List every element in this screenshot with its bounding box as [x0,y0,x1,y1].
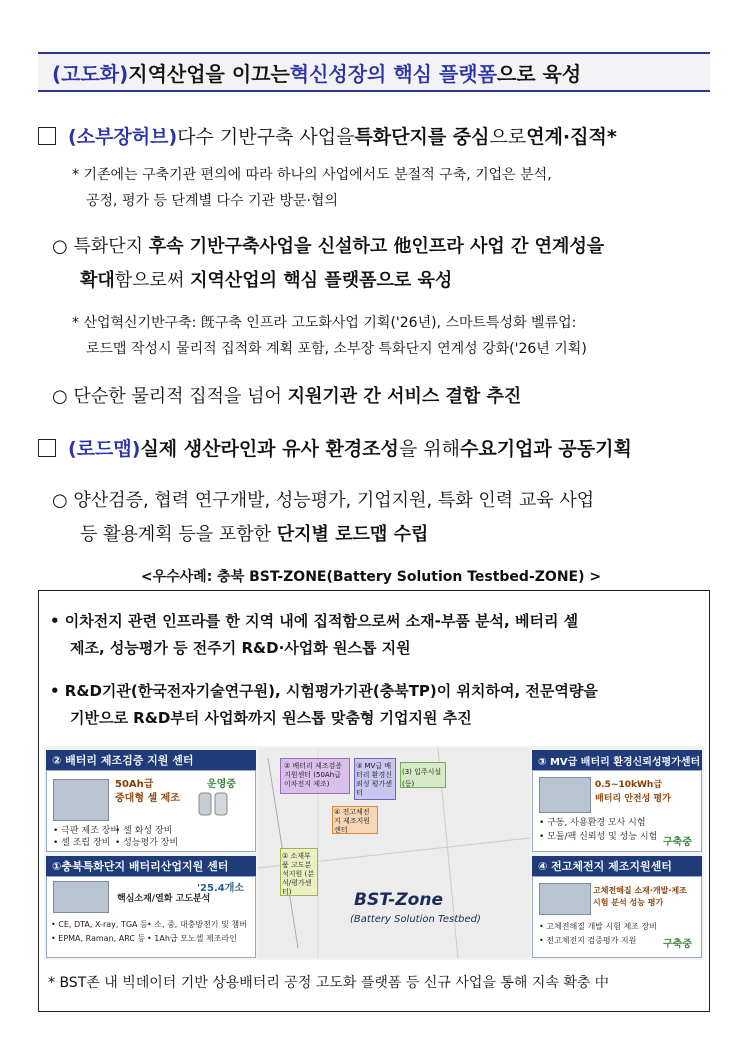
panel-item: • EPMA, Raman, ARC 등 [51,934,146,943]
panel2-body [46,770,256,852]
panel-item: • 전고체전지 검증평가 지원 [539,936,637,945]
section1-tag: (소부장허브) [68,126,178,148]
note-line: * 산업혁신기반구축: 旣구축 인프라 고도화사업 기획('26년), 스마트특성화 벨류업: [72,315,577,331]
panel4-header [532,856,702,876]
text: 제조, 성능평가 등 전주기 R&D·사업화 원스톱 지원 [70,639,411,657]
text: • 이차전지 관련 인프라를 한 지역 내에 집적함으로써 소재-부품 분석, 베터리 셀 [50,612,579,630]
section2-tag: (로드맵) [68,438,141,460]
section1-item2 [52,380,521,414]
panel2-header [46,750,256,770]
note-line: 공정, 평가 등 단계별 다수 기관 방문·협의 [86,193,338,209]
text: 기반으로 R&D부터 사업화까지 원스톱 맞춤형 기업지원 추진 [70,709,472,727]
section2-text3: 수요기업과 공동기획 [460,438,632,460]
text: • R&D기관(한국전자기술연구원), 시험평가기관(충북TP)이 위치하여, 전문역량을 [50,682,598,700]
section1-text4: 연계·집적* [526,126,617,148]
status-badge: 구축중 [663,939,692,950]
panel-item: • 구동, 사용환경 모사 시험 [539,818,646,828]
panel-item: • 고체전해질 개발 시험 제조 장비 [539,922,657,931]
building-photo [53,881,109,913]
map-label: (3) 입주시설(등) [402,768,442,788]
panel-item: • CE, DTA, X-ray, TGA 등 [51,920,148,929]
battery-cell-icon [193,789,233,819]
text: 후속 기반구축사업을 신설하고 他인프라 사업 간 연계성을 [148,236,605,257]
page-title [38,52,710,92]
panel4-body [532,876,702,958]
section1-heading [38,122,617,149]
title-lead: 지역산업을 이끄는 [128,61,290,86]
footnote: * BST존 내 빅데이터 기반 상용배터리 공정 고도화 플랫폼 등 신규 사업을 통해 지속 확충 中 [48,975,609,991]
section2-item1 [52,484,594,552]
square-bullet-icon [38,439,56,457]
building-photo [539,777,591,813]
map-label: ④ 전고체전지 제조지원센터 [334,808,371,834]
panel3-spec: 배터리 안전성 평가 [595,794,671,804]
section1-text1: 다수 기반구축 사업을 [177,126,355,148]
title-highlight: 혁신성장의 핵심 플랫폼 [289,61,497,86]
panel4-spec: 시험 분석 성능 평가 [593,898,664,907]
section1-text3: 으로 [489,126,527,148]
building-photo [539,883,591,915]
panel3-spec: 0.5~10kWh급 [595,780,663,790]
panel-title: ② 배터리 제조검증 지원 센터 [52,754,194,767]
panel-item: • 소, 중, 대충방전기 및 챔버 [147,920,247,929]
section2-heading [38,434,632,461]
text: 지원기관 간 서비스 결합 추진 [287,386,522,407]
text: 지역산업의 핵심 플랫폼으로 육성 [190,270,453,291]
text: ○ 양산검증, 협력 연구개발, 성능평가, 기업지원, 특화 인력 교육 사업 [52,490,595,511]
panel-item: • 1Ah급 모노셀 제조라인 [147,934,237,943]
square-bullet-icon [38,127,56,145]
bst-zone-figure [44,746,704,960]
panel-title: ③ MV급 배터리 환경신뢰성평가센터 [538,756,701,768]
panel4-spec: 고체전해질 소재·개발·제조 [593,886,687,895]
panel-title: ④ 전고체전지 제조지원센터 [538,860,672,873]
panel-item: • 셀 화성 장비 [115,826,173,836]
site-map [258,748,530,958]
panel3-header [532,750,702,770]
panel-item: • 극판 제조 장비 [53,826,120,836]
panel1-header [46,856,256,876]
section1-note [72,162,552,214]
panel1-spec: 핵심소재/열화 고도분석 [117,894,211,904]
section1-item1 [52,230,604,298]
section1-text2: 특화단지를 중심 [354,126,490,148]
map-label: ① 소재부품 고도분석지원 (분석/평가센터) [282,852,315,896]
title-tail: 으로 육성 [496,61,582,86]
panel-item: • 셀 조립 장비 [53,838,111,848]
zone-subtitle: (Battery Solution Testbed) [350,914,481,925]
panel3-body [532,770,702,852]
text: 단지별 로드맵 수립 [276,524,429,545]
panel2-spec: 50Ah급 [115,779,154,790]
text: 등 활용계획 등을 포함한 [80,524,277,545]
status-badge: 운영중 [207,779,236,790]
building-photo [53,779,109,821]
case-bullet1 [50,608,578,662]
title-tag: (고도화) [52,61,129,86]
panel2-spec: 중대형 셀 제조 [115,793,180,804]
text: ○ 특화단지 [52,236,149,257]
panel1-body [46,876,256,958]
panel-title: ①충북특화단지 배터리산업지원 센터 [52,860,229,873]
case-bullet2 [50,678,598,732]
text: 확대 [80,270,115,291]
map-label: ② 배터리 제조검증지원센터 (50Ah급 이차전지 제조) [284,762,343,788]
zone-name: BST-Zone [354,890,443,910]
note-line: * 기존에는 구축기관 편의에 따라 하나의 사업에서도 분절적 구축, 기업은 분석, [72,167,552,183]
status-badge: 구축중 [663,837,692,848]
panel-item: • 모듈/팩 신뢰성 및 성능 시험 [539,832,658,842]
section1-note2 [72,310,587,362]
case-title: <우수사례: 충북 BST-ZONE(Battery Solution Testbed-ZONE) > [140,569,602,585]
text: ○ 단순한 물리적 집적을 넘어 [52,386,288,407]
section2-text2: 을 위해 [398,438,460,460]
panel-item: • 성능평가 장비 [115,838,179,848]
note-line: 로드맵 작성시 물리적 집적화 계획 포함, 소부장 특화단지 연계성 강화('26년 기획) [86,341,587,357]
section2-text1: 실제 생산라인과 유사 환경조성 [140,438,399,460]
map-label: ③ MV급 배터리 환경신뢰성 평가센터 [356,762,393,797]
status-badge: '25.4개소 [197,883,245,894]
text: 함으로써 [114,270,191,291]
